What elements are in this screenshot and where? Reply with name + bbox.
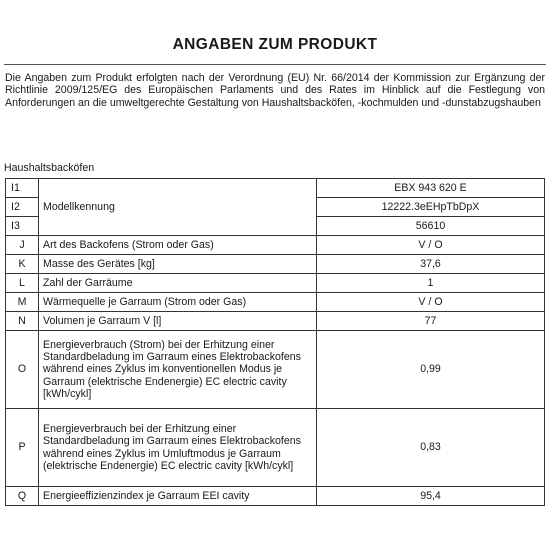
row-value: 95,4 bbox=[317, 487, 545, 506]
table-row-i1 bbox=[6, 179, 545, 198]
row-description: Zahl der Garräume bbox=[39, 274, 317, 293]
row-code: I1 bbox=[6, 179, 39, 198]
row-value: 0,83 bbox=[317, 409, 545, 487]
table-row-n bbox=[6, 312, 545, 331]
row-value: EBX 943 620 E bbox=[317, 179, 545, 198]
row-value: 77 bbox=[317, 312, 545, 331]
row-code: I3 bbox=[6, 217, 39, 236]
row-description: Modellkennung bbox=[39, 179, 317, 236]
table-row-q bbox=[6, 487, 545, 506]
row-description: Energieverbrauch bei der Erhitzung einer Standardbeladung im Garraum eines Elektrobackofens während eines Zyklus im Umluftmodus je Garraum (elektrische Endenergie) EC electric cavity [kWh/cykl] bbox=[39, 409, 317, 487]
row-value: 1 bbox=[317, 274, 545, 293]
row-code: M bbox=[6, 293, 39, 312]
row-value: 37,6 bbox=[317, 255, 545, 274]
row-value: V / O bbox=[317, 293, 545, 312]
row-value: V / O bbox=[317, 236, 545, 255]
row-code: K bbox=[6, 255, 39, 274]
row-code: J bbox=[6, 236, 39, 255]
row-value: 56610 bbox=[317, 217, 545, 236]
title-divider bbox=[4, 64, 546, 65]
row-value: 12222.3eEHpTbDpX bbox=[317, 198, 545, 217]
table-row-l bbox=[6, 274, 545, 293]
table-row-j bbox=[6, 236, 545, 255]
row-code: P bbox=[6, 409, 39, 487]
row-code: O bbox=[6, 331, 39, 409]
row-description: Energieeffizienzindex je Garraum EEI cavity bbox=[39, 487, 317, 506]
row-code: N bbox=[6, 312, 39, 331]
page-title: ANGABEN ZUM PRODUKT bbox=[172, 36, 378, 53]
row-description: Energieverbrauch (Strom) bei der Erhitzung einer Standardbeladung im Garraum eines Elektrobackofens während eines Zyklus im konventionellen Modus je Garraum (elektrische Endenergie) EC electric cavity [kWh/cykl] bbox=[39, 331, 317, 409]
row-code: L bbox=[6, 274, 39, 293]
row-description: Volumen je Garraum V [l] bbox=[39, 312, 317, 331]
table-row-p bbox=[6, 409, 545, 487]
row-description: Masse des Gerätes [kg] bbox=[39, 255, 317, 274]
row-description: Art des Backofens (Strom oder Gas) bbox=[39, 236, 317, 255]
row-code: Q bbox=[6, 487, 39, 506]
table-row-k bbox=[6, 255, 545, 274]
table-row-m bbox=[6, 293, 545, 312]
row-description: Wärmequelle je Garraum (Strom oder Gas) bbox=[39, 293, 317, 312]
section-label: Haushaltsbacköfen bbox=[4, 162, 95, 174]
row-value: 0,99 bbox=[317, 331, 545, 409]
product-spec-table bbox=[5, 178, 545, 506]
table-row-o bbox=[6, 331, 545, 409]
row-code: I2 bbox=[6, 198, 39, 217]
intro-paragraph: Die Angaben zum Produkt erfolgten nach der Verordnung (EU) Nr. 66/2014 der Kommission zur Ergänzung der Richtlinie 2009/125/EG des Europäischen Parlaments und des Rates im Hinblick auf die Festlegung von Anforderungen an die umweltgerechte Gestaltung von Haushaltsbacköfen, -kochmulden und -dunstabzugshauben bbox=[5, 72, 545, 109]
